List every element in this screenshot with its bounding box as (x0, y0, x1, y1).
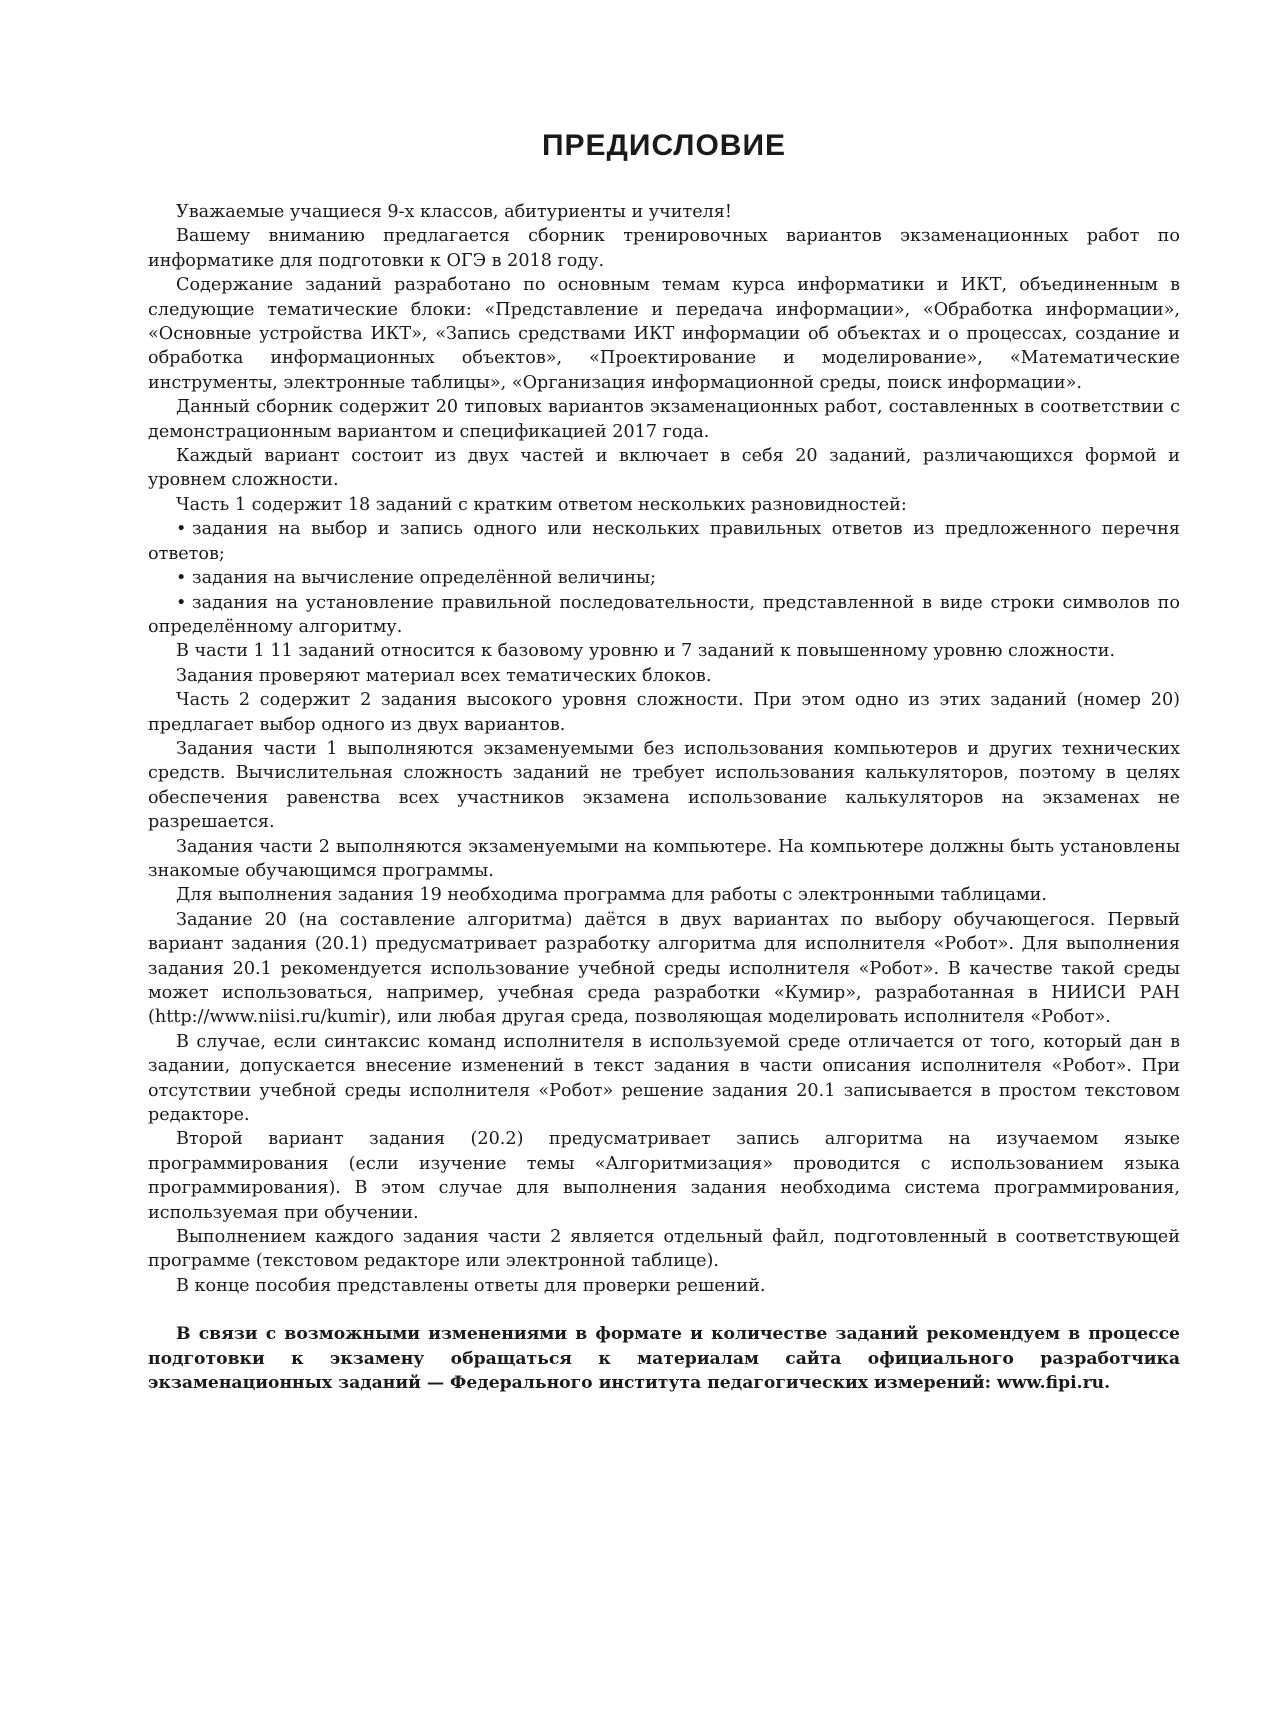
bullet-icon: • (176, 568, 187, 589)
notice-paragraph: В связи с возможными изменениями в формате и количестве заданий рекомендуем в процессе подготовки к экзамену обращаться к материалам сайта официального разработчика экзаменационных заданий — Федерального института педагогических измерений: www.fipi.ru. (148, 1324, 1180, 1394)
bullet-icon: • (176, 592, 187, 613)
paragraph-part2-rules: Задания части 2 выполняются экзаменуемыми на компьютере. На компьютере должны быть установлены знакомые обучающимся программы. (148, 836, 1180, 881)
paragraph-task20-2: Второй вариант задания (20.2) предусматривает запись алгоритма на изучаемом языке программирования (если изучение темы «Алгоритмизация» проводится с использованием языка программирования). В этом случае для выполнения задания необходима система программирования, используемая при обучении. (148, 1129, 1180, 1223)
paragraph-variants: Данный сборник содержит 20 типовых вариантов экзаменационных работ, составленных в соответствии с демонстрационным вариантом и спецификацией 2017 года. (148, 397, 1180, 442)
paragraph-task19: Для выполнения задания 19 необходима программа для работы с электронными таблицами. (176, 885, 1047, 906)
page-title: ПРЕДИСЛОВИЕ (541, 129, 787, 162)
paragraph-intro: Вашему вниманию предлагается сборник тренировочных вариантов экзаменационных работ по информатике для подготовки к ОГЭ в 2018 году. (148, 226, 1180, 271)
paragraph-structure: Каждый вариант состоит из двух частей и включает в себя 20 заданий, различающихся формой и уровнем сложности. (148, 446, 1180, 491)
paragraph-answers: В конце пособия представлены ответы для проверки решений. (176, 1275, 766, 1296)
list-item-text: задания на выбор и запись одного или нескольких правильных ответов из предложенного перечня ответов; (148, 519, 1180, 564)
list-item (148, 591, 1180, 640)
paragraph-coverage: Задания проверяют материал всех тематических блоков. (176, 665, 712, 686)
preface-body (148, 200, 1180, 1298)
paragraph-files: Выполнением каждого задания части 2 является отдельный файл, подготовленный в соответствующей программе (текстовом редакторе или электронной таблице). (148, 1227, 1180, 1272)
bullet-icon: • (176, 519, 187, 540)
paragraph-task20: Задание 20 (на составление алгоритма) даётся в двух вариантах по выбору обучающегося. Первый вариант задания (20.1) предусматривает разработку алгоритма для исполнителя «Робот». Для выполнения задания 20.1 рекомендуется использование учебной среды исполнителя «Робот». В качестве такой среды может использоваться, например, учебная среда разработки «Кумир», разработанная в НИИСИ РАН (http://www.niisi.ru/kumir), или любая другая среда, позволяющая моделировать исполнителя «Робот». (148, 909, 1180, 1028)
page (148, 128, 1180, 1396)
paragraph-part1: Часть 1 содержит 18 заданий с кратким ответом нескольких разновидностей: (176, 494, 907, 515)
paragraph-greeting: Уважаемые учащиеся 9-х классов, абитуриенты и учителя! (176, 202, 732, 222)
list-item (148, 566, 1180, 590)
list-item-text: задания на установление правильной последовательности, представленной в виде строки символов по определённому алгоритму. (148, 592, 1180, 637)
paragraph-syntax: В случае, если синтаксис команд исполнителя в используемой среде отличается от того, который дан в задании, допускается внесение изменений в текст задания в части описания исполнителя «Робот». При отсутствии учебной среды исполнителя «Робот» решение задания 20.1 записывается в простом текстовом редакторе. (148, 1031, 1180, 1126)
list-item (148, 517, 1180, 566)
paragraph-content-blocks: Содержание заданий разработано по основным темам курса информатики и ИКТ, объединенным в следующие тематические блоки: «Представление и передача информации», «Обработка информации», «Основные устройства ИКТ», «Запись средствами ИКТ информации об объектах и о процессах, создание и обработка информационных объектов», «Проектирование и моделирование», «Математические инструменты, электронные таблицы», «Организация информационной среды, поиск информации». (148, 275, 1180, 393)
list-item-text: задания на вычисление определённой величины; (192, 568, 656, 589)
paragraph-part1-rules: Задания части 1 выполняются экзаменуемыми без использования компьютеров и других технических средств. Вычислительная сложность заданий не требует использования калькуляторов, поэтому в целях обеспечения равенства всех участников экзамена использование калькуляторов на экзаменах не разрешается. (148, 738, 1180, 833)
paragraph-part2: Часть 2 содержит 2 задания высокого уровня сложности. При этом одно из этих заданий (номер 20) предлагает выбор одного из двух вариантов. (148, 690, 1180, 735)
paragraph-levels: В части 1 11 заданий относится к базовому уровню и 7 заданий к повышенному уровню сложности. (176, 641, 1116, 662)
